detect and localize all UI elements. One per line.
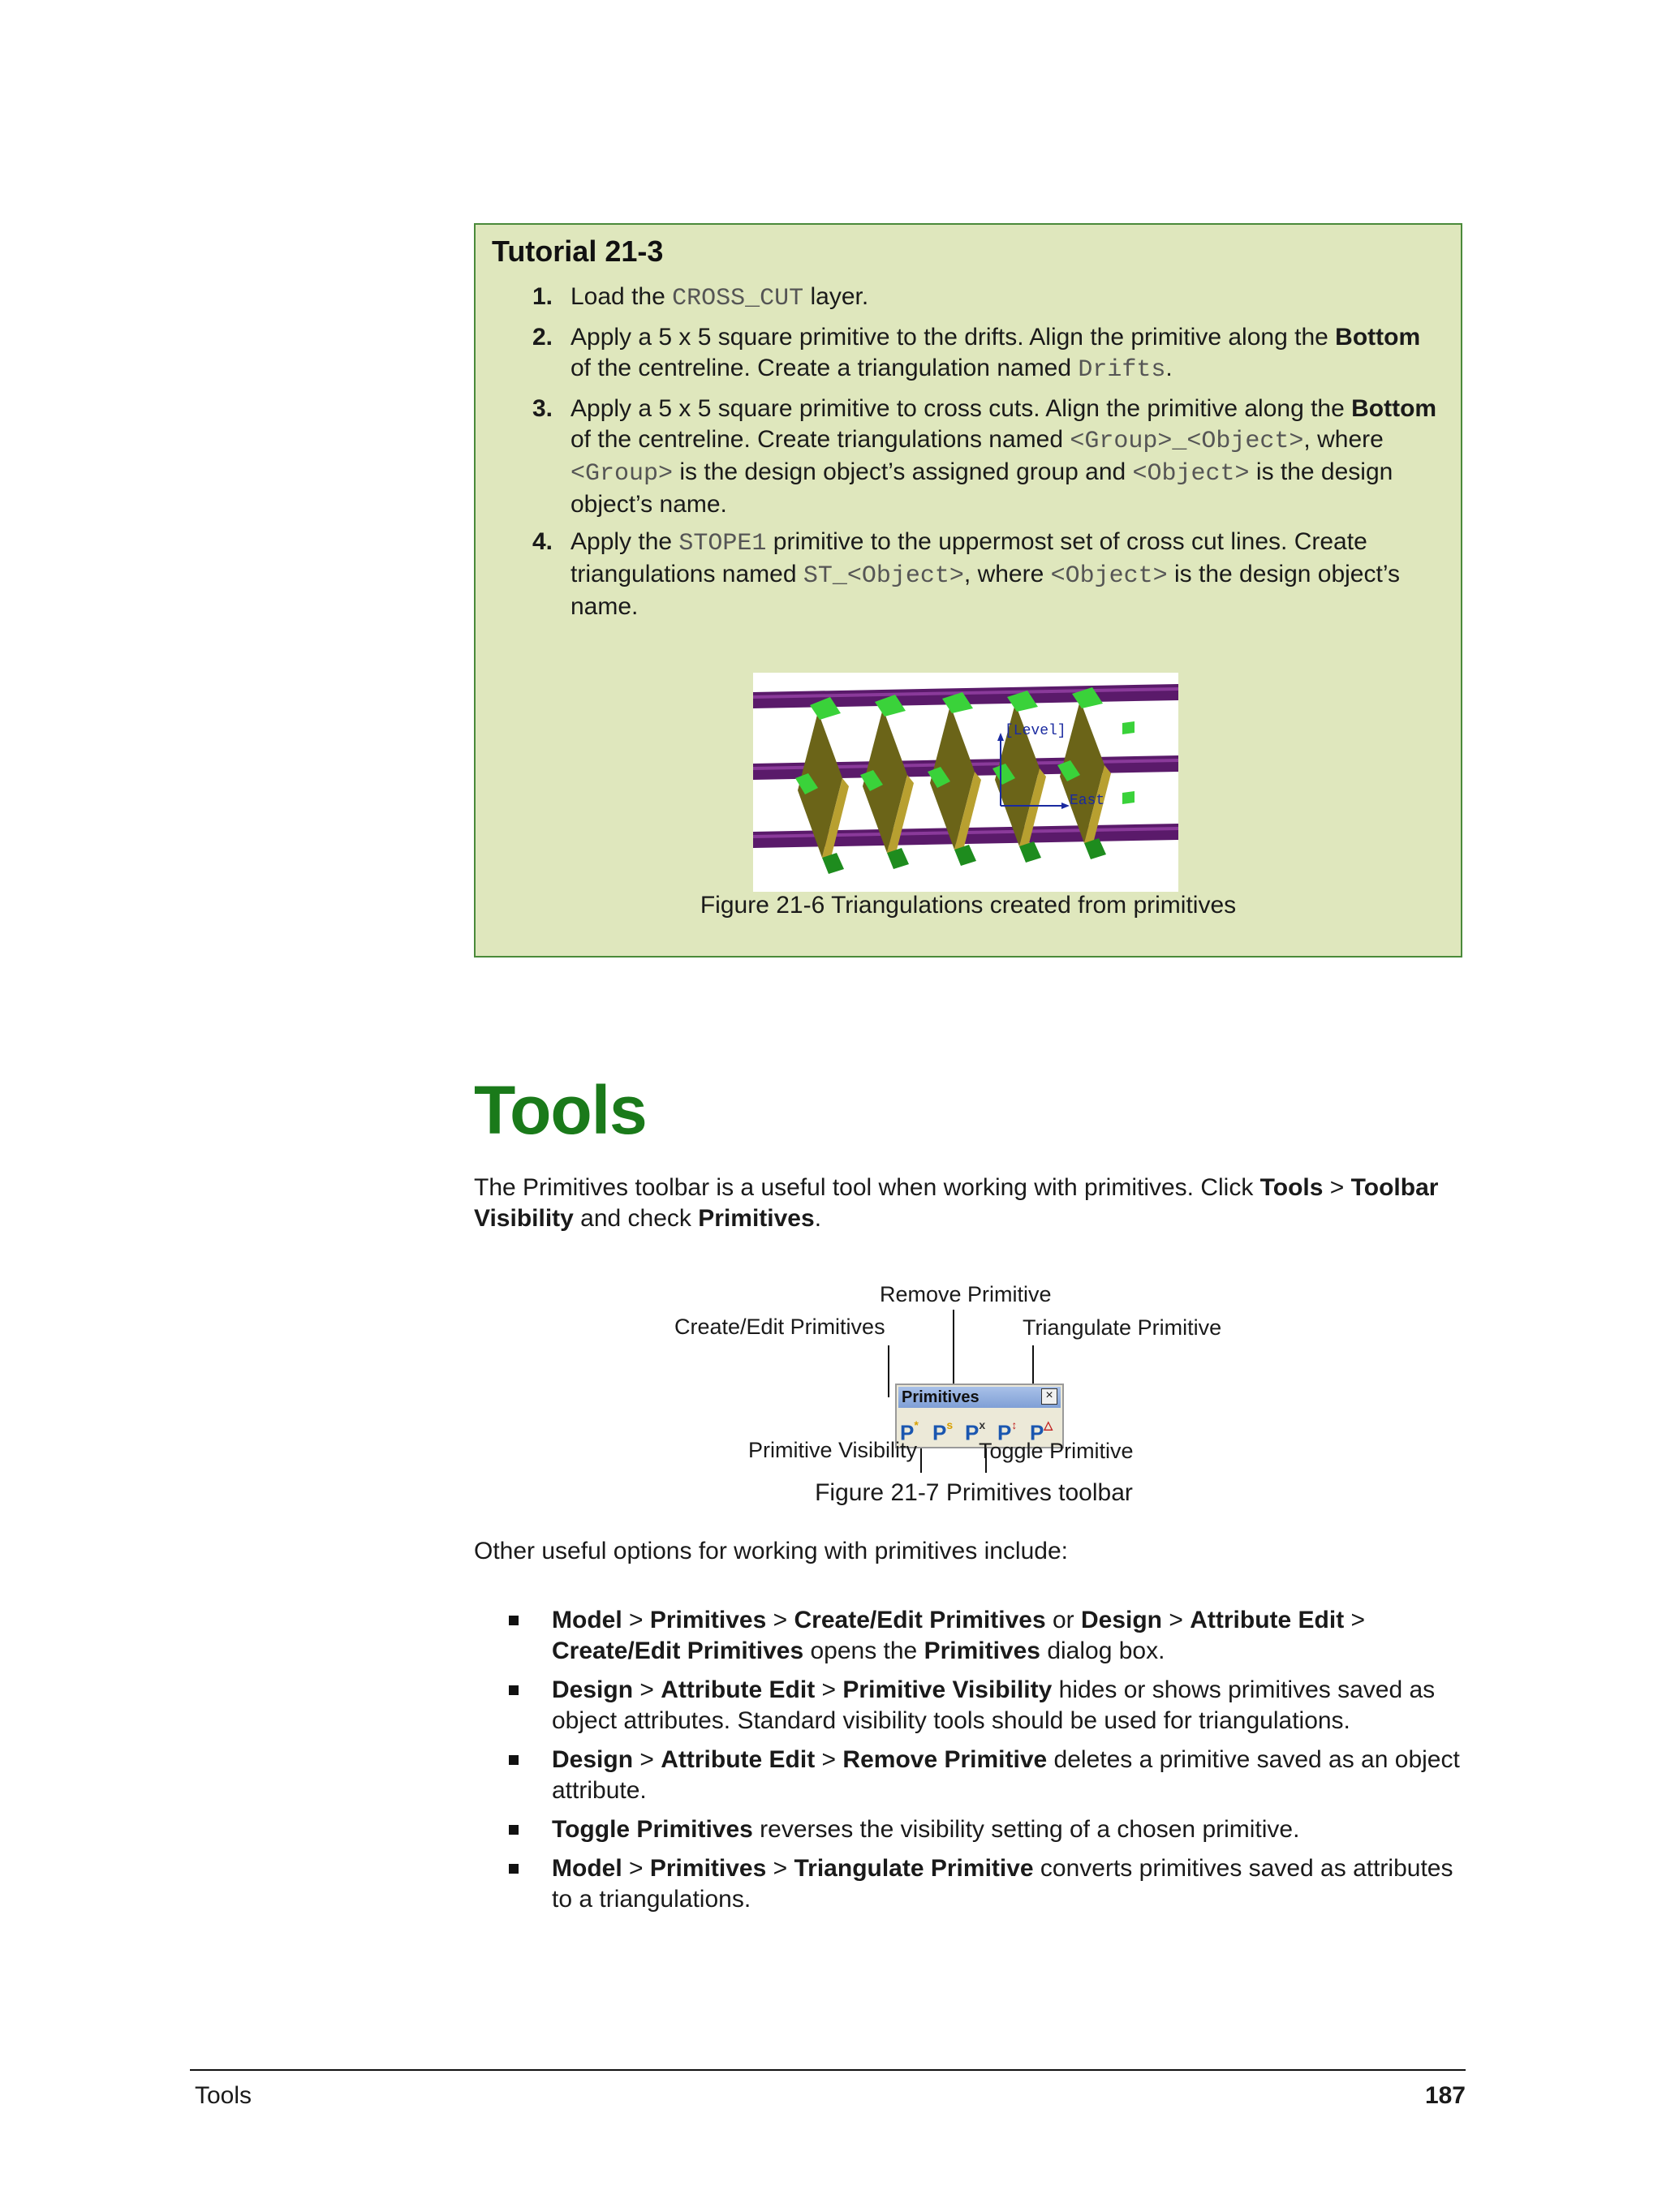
section-heading: Tools [474,1072,647,1148]
list-item: Design > Attribute Edit > Remove Primitive deletes a primitive saved as an object attribute. [474,1745,1462,1806]
triangulation-figure [753,673,1178,892]
tutorial-title: Tutorial 21-3 [492,235,664,268]
step-number: 2. [532,324,553,351]
create-edit-primitives-button[interactable]: P* [900,1418,919,1445]
toolbar-figure [487,1282,1461,1542]
footer-rule [190,2069,1466,2071]
callout-line [920,1448,922,1473]
bullet [509,1685,519,1695]
level-axis-label: [Level] [1005,723,1066,739]
triangulate-primitive-button[interactable]: P△ [1030,1418,1053,1445]
step-number: 1. [532,283,553,310]
options-intro: Other useful options for working with primitives include: [474,1538,1068,1564]
step-text: Apply a 5 x 5 square primitive to the drifts. Align the primitive along the Bottom of the centreline. Create a triangulation named Drifts. [571,324,1421,384]
page-number: 187 [1424,2082,1466,2109]
close-icon[interactable]: × [1041,1388,1057,1405]
bullet [509,1825,519,1835]
callout-triangulate-primitive: Triangulate Primitive [1023,1315,1222,1340]
triangulation-illustration [753,673,1178,892]
remove-primitive-button[interactable]: $P^x$ [965,1418,986,1445]
callout-remove-primitive: Remove Primitive [880,1282,1052,1306]
figure-caption: Figure 21-7 Primitives toolbar [815,1479,1133,1506]
east-axis-label: East [1070,793,1105,809]
section-intro: The Primitives toolbar is a useful tool when working with primitives. Click Tools > Toolbar Visibility and check Primitives. [474,1174,1439,1232]
callout-line [888,1345,889,1397]
toggle-primitive-button[interactable]: P↕ [997,1418,1018,1445]
step-number: 4. [532,528,553,555]
bullet [509,1616,519,1625]
primitive-visibility-button[interactable]: $P^s$ [932,1418,954,1445]
step-text: Load the CROSS_CUT layer. [571,283,869,312]
tutorial-box [474,223,1462,958]
bullet [509,1755,519,1765]
list-item: Toggle Primitives reverses the visibility setting of a chosen primitive. [474,1814,1462,1845]
bullet [509,1864,519,1874]
step-number: 3. [532,395,553,422]
list-item: Model > Primitives > Create/Edit Primitives or Design > Attribute Edit > Create/Edit Primitives opens the Primitives dialog box. [474,1605,1462,1667]
options-list [474,1605,1462,1923]
callout-toggle-primitive: Toggle Primitive [979,1439,1134,1463]
step-text: Apply the STOPE1 primitive to the uppermost set of cross cut lines. Create triangulations named ST_<Object>, where <Object> is the design object’s name. [571,528,1400,620]
list-item: Design > Attribute Edit > Primitive Visibility hides or shows primitives saved as object attributes. Standard visibility tools should be used for triangulations. [474,1675,1462,1736]
figure-caption: Figure 21-6 Triangulations created from primitives [700,892,1237,919]
toolbar-title: Primitives [898,1387,1061,1408]
step-text: Apply a 5 x 5 square primitive to cross cuts. Align the primitive along the Bottom of the centreline. Create triangulations named <Group>_<Object>, where <Group> is the design object’s assigned group and <Object> is the design object’s name. [571,395,1437,518]
footer-section: Tools [195,2082,252,2109]
callout-primitive-visibility: Primitive Visibility [748,1438,918,1462]
callout-create-edit-primitives: Create/Edit Primitives [674,1315,885,1339]
list-item: Model > Primitives > Triangulate Primitive converts primitives saved as attributes to a triangulations. [474,1853,1462,1915]
